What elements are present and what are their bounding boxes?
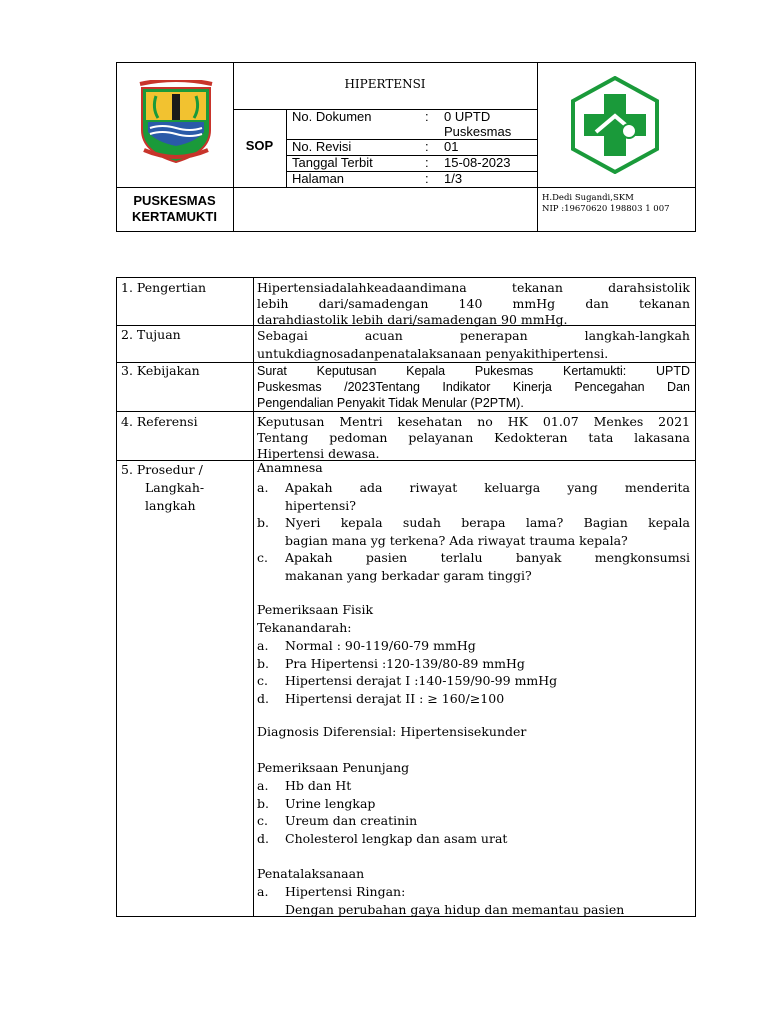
puskesmas-logo (566, 76, 664, 174)
facility-name-line1: PUSKESMAS (133, 193, 216, 208)
row-content-referensi (257, 414, 690, 462)
field-separator: : (425, 155, 429, 170)
list-text: Ureum dan creatinin (285, 813, 418, 828)
text-line: Apakah pasien terlalu banyak mengkonsumsi (285, 550, 690, 565)
tekanan-darah-list (257, 637, 557, 707)
sop-label: SOP (245, 138, 274, 153)
penunjang-list (257, 777, 507, 847)
list-item (257, 672, 557, 690)
divider (286, 109, 287, 187)
text-line: Apakah ada riwayat keluarga yang menderita (285, 480, 690, 495)
penatalaksanaan-list (257, 883, 690, 918)
text-line: Hipertensiadalahkeadaandimana tekanan darahsistolik (257, 280, 690, 295)
list-text: Normal : 90-119/60-79 mmHg (285, 638, 476, 653)
list-marker: b. (257, 655, 269, 671)
text-line: Sebagai acuan penerapan langkah-langkah (257, 328, 690, 343)
row-content-pengertian (257, 280, 690, 328)
text-line: Pengendalian Penyakit Tidak Menular (P2PTM). (257, 396, 524, 410)
label-line: Langkah- (145, 480, 205, 495)
list-item (257, 690, 557, 708)
row-label-tujuan: 2. Tujuan (121, 327, 181, 342)
text-line: bagian mana yg terkena? Ada riwayat trauma kepala? (285, 532, 628, 548)
row-label-kebijakan: 3. Kebijakan (121, 363, 200, 378)
facility-name (117, 193, 232, 225)
text-line: Hipertensi dewasa. (257, 446, 380, 461)
column-divider (253, 278, 254, 916)
diagnosis-diferensial: Diagnosis Diferensial: Hipertensisekunder (257, 724, 527, 739)
text-line: hipertensi? (285, 497, 357, 513)
field-value-tanggal-terbit: 15-08-2023 (444, 155, 511, 170)
list-item (257, 795, 507, 813)
divider (117, 187, 695, 188)
field-value-halaman: 1/3 (444, 171, 463, 186)
list-item (257, 830, 507, 848)
text-line: Puskesmas /2023Tentang Indikator Kinerja Pencegahan Dan (257, 380, 690, 394)
row-label-pengertian: 1. Pengertian (121, 280, 207, 295)
list-marker: b. (257, 515, 269, 530)
divider (537, 63, 538, 231)
row-content-tujuan (257, 327, 690, 363)
list-marker: d. (257, 690, 269, 706)
field-separator: : (425, 139, 429, 154)
signatory-name: H.Dedi Sugandi,SKM (542, 193, 634, 203)
divider (233, 109, 537, 110)
field-label-tanggal-terbit: Tanggal Terbit (292, 155, 373, 170)
karawang-regency-logo (136, 80, 216, 164)
text-line: lebih dari/samadengan 140 mmHg dan tekanan (257, 296, 690, 311)
list-text: Cholesterol lengkap dan asam urat (285, 830, 508, 846)
field-value-no-dokumen: 0 UPTD (444, 109, 491, 124)
list-text: Hipertensi derajat II : ≥ 160/≥100 (285, 690, 505, 706)
text-line: Keputusan Mentri kesehatan no HK 01.07 Menkes 2021 (257, 414, 690, 429)
text-line: Surat Keputusan Kepala Pukesmas Kertamukti: UPTD (257, 364, 690, 378)
facility-name-line2: KERTAMUKTI (132, 209, 217, 224)
field-separator: : (425, 109, 429, 124)
section-title-anamnesa: Anamnesa (257, 460, 323, 475)
list-marker: a. (257, 778, 269, 793)
text-line: untukdiagnosadanpenatalaksanaan penyakithipertensi. (257, 346, 609, 361)
list-item (257, 883, 690, 918)
field-label-no-revisi: No. Revisi (292, 139, 352, 154)
text-line: Nyeri kepala sudah berapa lama? Bagian kepala (285, 515, 690, 530)
row-divider (117, 411, 695, 412)
field-value-no-dokumen-line2: Puskesmas (444, 124, 512, 139)
field-separator: : (425, 171, 429, 186)
row-content-kebijakan (257, 363, 690, 411)
list-marker: c. (257, 813, 268, 828)
list-marker: d. (257, 830, 269, 846)
row-label-prosedur (121, 461, 204, 515)
row-label-referensi: 4. Referensi (121, 414, 198, 429)
signatory-nip: NIP :19670620 198803 1 007 (542, 204, 670, 214)
list-text: Hipertensi derajat I :140-159/90-99 mmHg (285, 673, 558, 688)
label-line: 5. Prosedur / (121, 462, 203, 477)
subsection-title-tekanan-darah: Tekanandarah: (257, 620, 352, 635)
field-label-no-dokumen: No. Dokumen (292, 109, 372, 124)
list-item (257, 655, 557, 673)
text-line: Dengan perubahan gaya hidup dan memantau pasien (285, 901, 625, 917)
document-title: HIPERTENSI (344, 77, 426, 91)
list-marker: c. (257, 673, 268, 688)
section-title-pemeriksaan-fisik: Pemeriksaan Fisik (257, 602, 374, 617)
list-item (257, 812, 507, 830)
text-line: makanan yang berkadar garam tinggi? (285, 567, 532, 583)
text-line: Tentang pedoman pelayanan Kedokteran tata lakasana (257, 430, 690, 445)
list-item (257, 479, 690, 514)
list-marker: a. (257, 638, 269, 653)
text-line: darahdiastolik lebih dari/samadengan 90 mmHg. (257, 312, 568, 327)
list-item (257, 777, 507, 795)
list-text: Urine lengkap (285, 795, 376, 811)
list-item (257, 514, 690, 549)
list-text: Pra Hipertensi :120-139/80-89 mmHg (285, 655, 525, 671)
list-marker: b. (257, 795, 269, 811)
anamnesa-list (257, 479, 690, 584)
list-text: Hb dan Ht (285, 778, 352, 793)
list-marker: c. (257, 550, 268, 565)
list-item (257, 637, 557, 655)
section-title-penatalaksanaan: Penatalaksanaan (257, 866, 365, 881)
list-item (257, 549, 690, 584)
label-line: langkah (145, 498, 196, 513)
field-value-no-revisi: 01 (444, 139, 459, 154)
section-title-pemeriksaan-penunjang: Pemeriksaan Penunjang (257, 760, 410, 775)
list-marker: a. (257, 480, 269, 495)
list-marker: a. (257, 884, 269, 899)
text-line: Hipertensi Ringan: (285, 884, 406, 899)
field-label-halaman: Halaman (292, 171, 345, 186)
